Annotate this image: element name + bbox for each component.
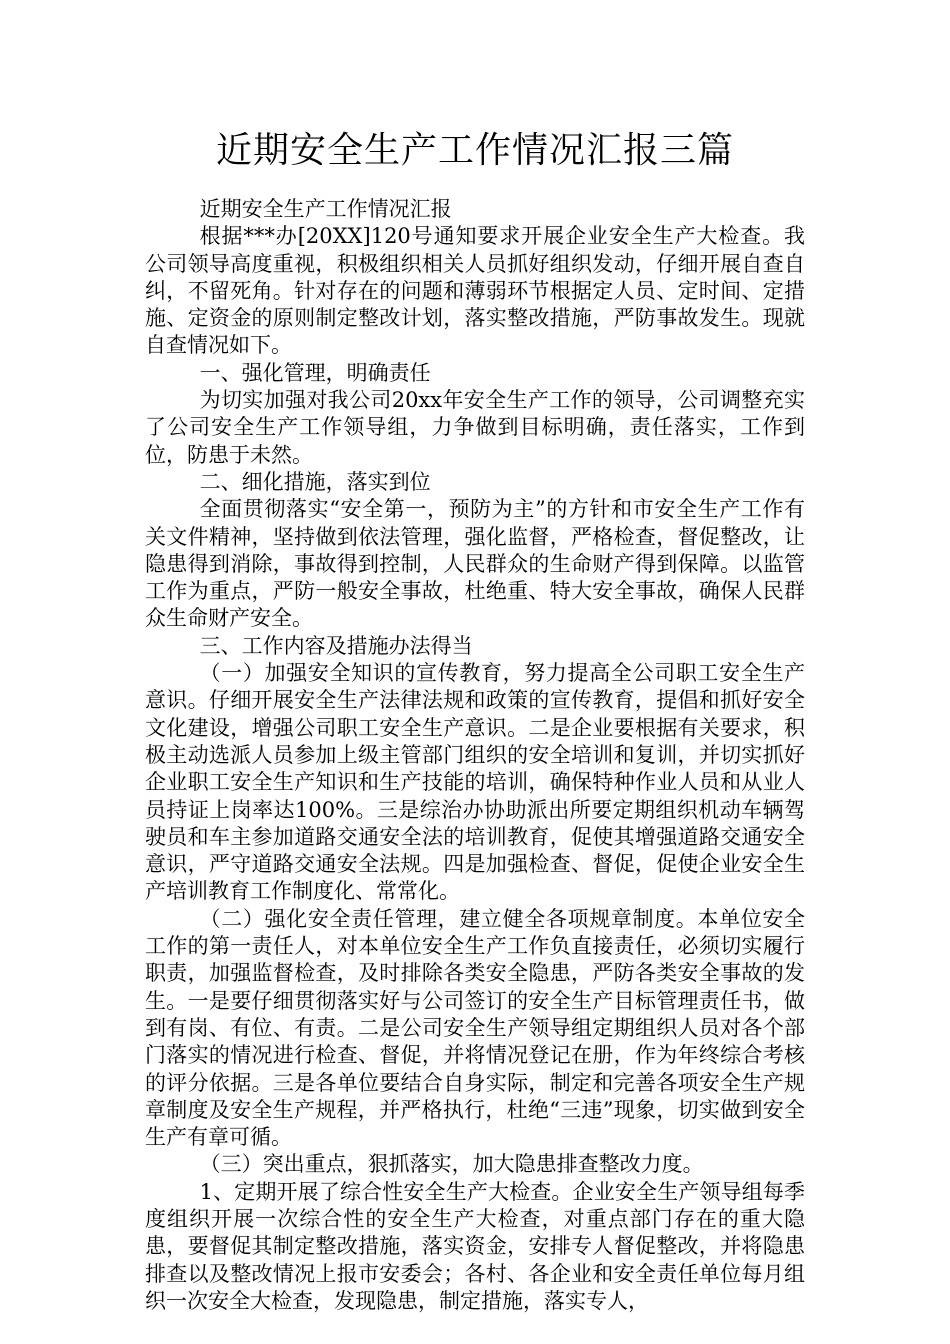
section-heading-1: 一、强化管理，明确责任 [199,360,431,385]
document-body [145,196,805,1315]
document-title: 近期安全生产工作情况汇报三篇 [215,130,734,171]
intro-paragraph: 根据***办[20XX]120号通知要求开展企业安全生产大检查。我公司领导高度重视，积极组织相关人员抓好组织发动，仔细开展自查自纠，不留死角。针对存在的问题和薄弱环节根据定人员、定时间、定措施、定资金的原则制定整改计划，落实整改措施，严防事故发生。现就自查情况如下。 [145,224,805,358]
subsection-heading-3: （三）突出重点，狠抓落实，加大隐患排查整改力度。 [199,1152,704,1177]
subsection-paragraph-1: （一）加强安全知识的宣传教育，努力提高全公司职工安全生产意识。仔细开展安全生产法律法规和政策的宣传教育，提倡和抓好安全文化建设，增强公司职工安全生产意识。二是企业要根据有关要求，积极主动选派人员参加上级主管部门组织的安全培训和复训，并切实抓好企业职工安全生产知识和生产技能的培训，确保特种作业人员和从业人员持证上岗率达100%。三是综治办协助派出所要定期组织机动车辆驾驶员和车主参加道路交通安全法的培训教育，促使其增强道路交通安全意识，严守道路交通安全法规。四是加强检查、督促，促使企业安全生产培训教育工作制度化、常常化。 [145,661,805,904]
subsection-paragraph-2: （二）强化安全责任管理，建立健全各项规章制度。本单位安全工作的第一责任人，对本单位安全生产工作负直接责任，必须切实履行职责，加强监督检查，及时排除各类安全隐患，严防各类安全事故的发生。一是要仔细贯彻落实好与公司签订的安全生产目标管理责任书，做到有岗、有位、有责。二是公司安全生产领导组定期组织人员对各个部门落实的情况进行检查、督促，并将情况登记在册，作为年终综合考核的评分依据。三是各单位要结合自身实际，制定和完善各项安全生产规章制度及安全生产规程，并严格执行，杜绝“三违”现象，切实做到安全生产有章可循。 [145,906,805,1150]
subtitle-paragraph: 近期安全生产工作情况汇报 [199,197,452,221]
section-paragraph-1: 为切实加强对我公司20xx年安全生产工作的领导，公司调整充实了公司安全生产工作领导组，力争做到目标明确，责任落实，工作到位，防患于未然。 [145,388,805,467]
section-paragraph-2: 全面贯彻落实“安全第一，预防为主”的方针和市安全生产工作有关文件精神，坚持做到依法管理，强化监督，严格检查，督促整改，让隐患得到消除，事故得到控制，人民群众的生命财产得到保障。以监管工作为重点，严防一般安全事故，杜绝重、特大安全事故，确保人民群众生命财产安全。 [145,497,805,631]
section-heading-3: 三、工作内容及措施办法得当 [199,633,473,658]
item-paragraph-1: 1、定期开展了综合性安全生产大检查。企业安全生产领导组每季度组织开展一次综合性的安全生产大检查，对重点部门存在的重大隐患，要督促其制定整改措施，落实资金，安排专人督促整改，并将隐患排查以及整改情况上报市安委会；各村、各企业和安全责任单位每月组织一次安全大检查，发现隐患，制定措施，落实专人， [145,1179,805,1313]
section-heading-2: 二、细化措施，落实到位 [199,469,431,494]
